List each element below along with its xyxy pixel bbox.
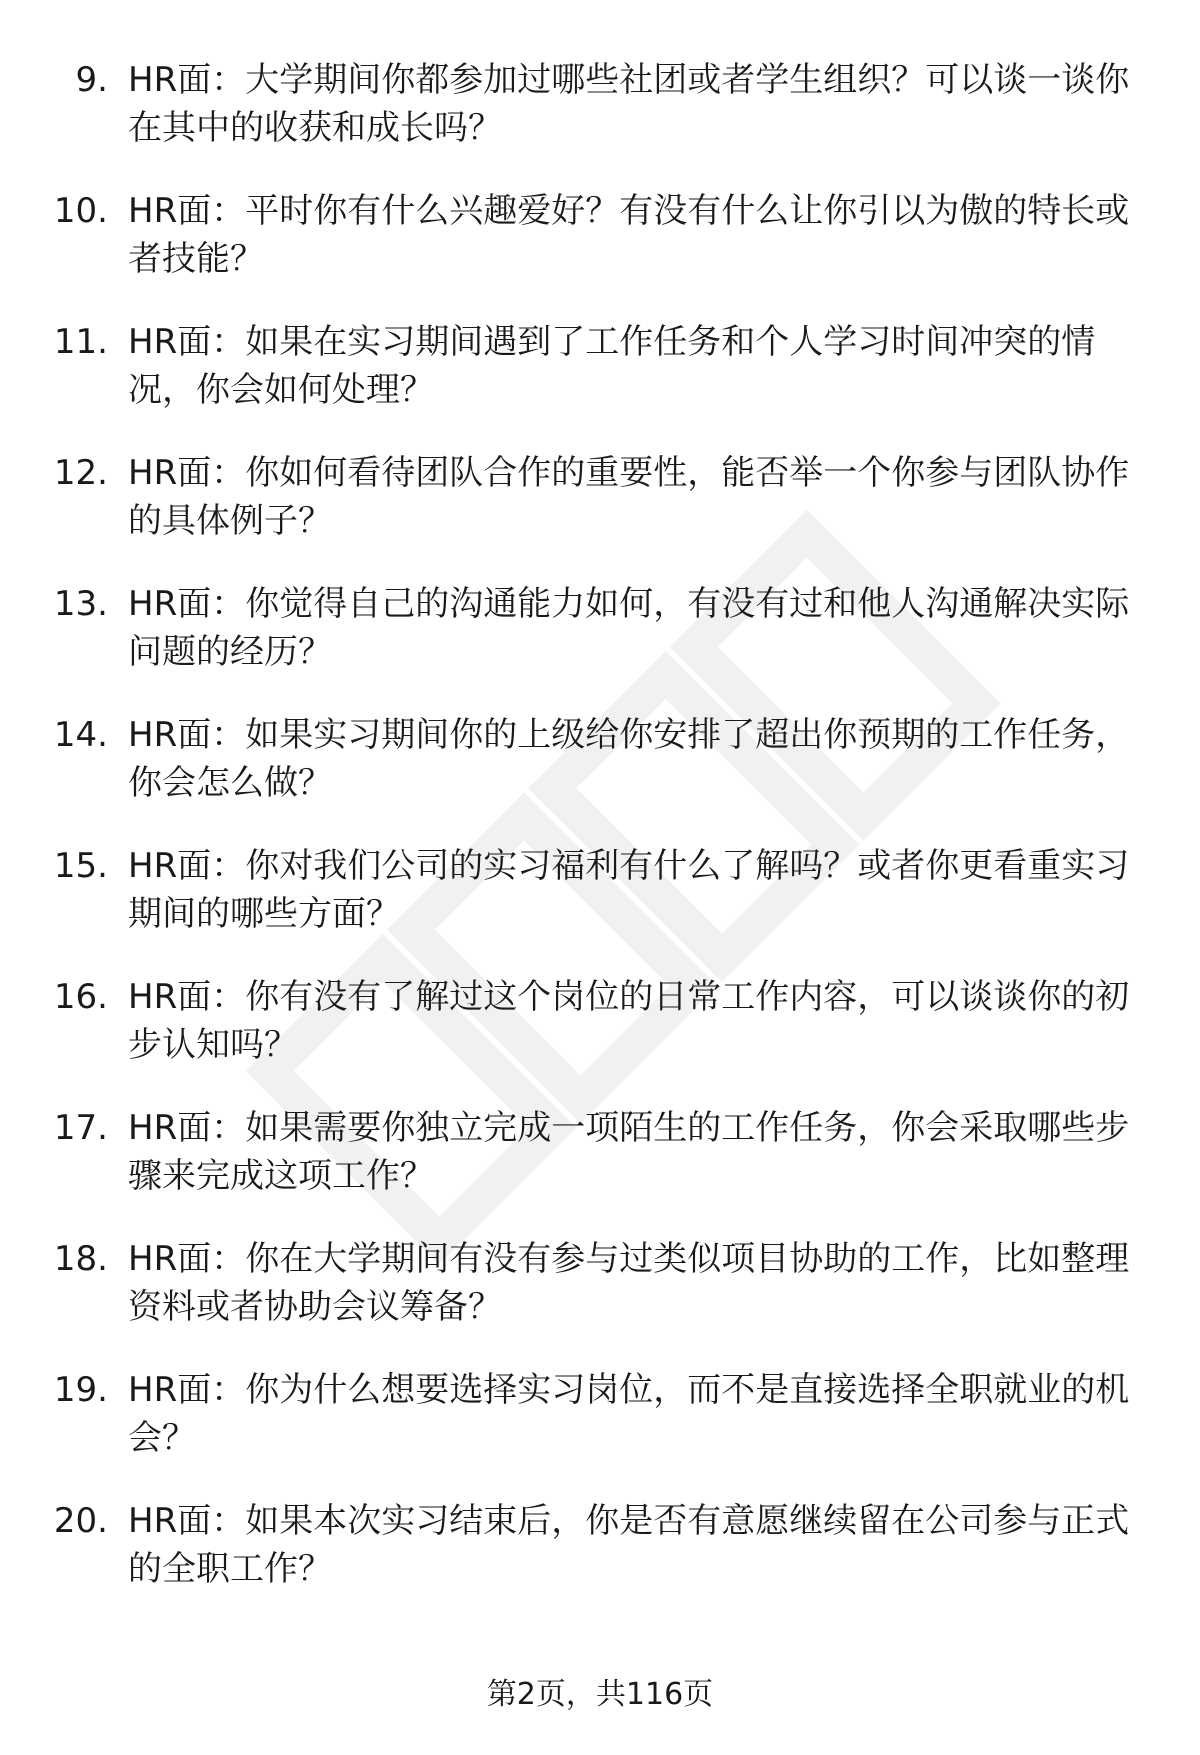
- question-item: [0, 449, 1200, 580]
- question-number: 15.: [53, 846, 108, 886]
- question-number: 16.: [53, 977, 108, 1017]
- question-item: [0, 56, 1200, 187]
- question-text: HR面：你为什么想要选择实习岗位，而不是直接选择全职就业的机会？: [128, 1370, 1130, 1458]
- question-text: HR面：你在大学期间有没有参与过类似项目协助的工作，比如整理资料或者协助会议筹备？: [128, 1239, 1130, 1327]
- question-text: HR面：你有没有了解过这个岗位的日常工作内容，可以谈谈你的初步认知吗？: [128, 977, 1130, 1065]
- question-item: [0, 580, 1200, 711]
- question-item: [0, 1104, 1200, 1235]
- question-item: [0, 318, 1200, 449]
- question-text: HR面：你如何看待团队合作的重要性，能否举一个你参与团队协作的具体例子？: [128, 453, 1130, 541]
- question-number: 13.: [53, 584, 108, 624]
- question-item: [0, 1497, 1200, 1628]
- question-number: 11.: [53, 322, 108, 362]
- question-item: [0, 973, 1200, 1104]
- question-item: [0, 1366, 1200, 1497]
- question-number: 20.: [53, 1501, 108, 1541]
- question-item: [0, 842, 1200, 973]
- question-list: [0, 56, 1200, 1628]
- question-number: 19.: [53, 1370, 108, 1410]
- question-item: [0, 187, 1200, 318]
- question-number: 9.: [75, 60, 108, 100]
- question-number: 14.: [53, 715, 108, 755]
- question-text: HR面：平时你有什么兴趣爱好？有没有什么让你引以为傲的特长或者技能？: [128, 191, 1130, 279]
- question-text: HR面：大学期间你都参加过哪些社团或者学生组织？可以谈一谈你在其中的收获和成长吗？: [128, 60, 1130, 148]
- question-text: HR面：如果本次实习结束后，你是否有意愿继续留在公司参与正式的全职工作？: [128, 1501, 1130, 1589]
- question-text: HR面：如果实习期间你的上级给你安排了超出你预期的工作任务，你会怎么做？: [128, 715, 1130, 803]
- question-item: [0, 711, 1200, 842]
- question-text: HR面：如果需要你独立完成一项陌生的工作任务，你会采取哪些步骤来完成这项工作？: [128, 1108, 1130, 1196]
- question-text: HR面：如果在实习期间遇到了工作任务和个人学习时间冲突的情况，你会如何处理？: [128, 322, 1096, 410]
- question-text: HR面：你对我们公司的实习福利有什么了解吗？或者你更看重实习期间的哪些方面？: [128, 846, 1130, 934]
- page-footer: 第2页，共116页: [486, 1677, 714, 1712]
- question-text: HR面：你觉得自己的沟通能力如何，有没有过和他人沟通解决实际问题的经历？: [128, 584, 1130, 672]
- question-number: 10.: [53, 191, 108, 231]
- question-number: 17.: [53, 1108, 108, 1148]
- question-number: 18.: [53, 1239, 108, 1279]
- question-item: [0, 1235, 1200, 1366]
- question-number: 12.: [53, 453, 108, 493]
